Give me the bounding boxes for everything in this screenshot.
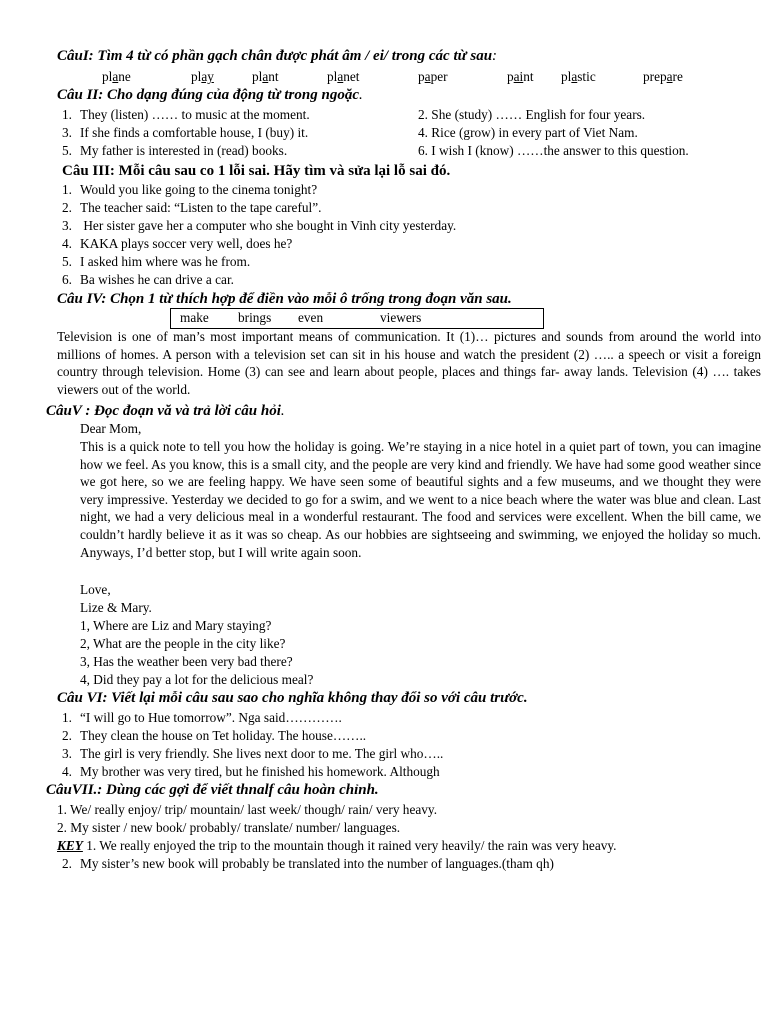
box-word: even	[298, 310, 324, 325]
section-3-title: Câu III: Mỗi câu sau co 1 lỗi sai. Hãy tìm và sửa lại lỗ sai đó.	[62, 163, 451, 179]
key-line-2: 2. My sister’s new book will probably be translated into the number of languages.(tham qh)	[62, 856, 554, 871]
section-2-title-dot: .	[359, 87, 363, 103]
list-item: 5. I asked him where was he from.	[62, 254, 251, 269]
word-item: prepare	[643, 69, 683, 84]
box-word: brings	[238, 310, 272, 325]
list-item: 6. Ba wishes he can drive a car.	[62, 272, 234, 287]
key-answer-2: My sister’s new book will probably be translated into the number of languages.(tham qh)	[80, 856, 554, 871]
key-label: KEY	[57, 838, 83, 853]
list-item: 2. My sister / new book/ probably/ translate/ number/ languages.	[57, 820, 401, 835]
section-4-title: Câu IV: Chọn 1 từ thích hợp để điền vào mỗi ô trống trong đoạn văn sau.	[57, 291, 512, 307]
letter-body: This is a quick note to tell you how the holiday is going. We’re staying in a nice hotel in a quiet part of town, you can imagine how we feel. As you know, this is a small city, and the people are very kind and friendly. We have had some good weather since we got here, so we are feeling happy. We have seen some of beautiful sights and a few museums, and we thought they were very impressive. Yesterday we decided to go for a swim, and we went to a nice beach where the water was blue and clean. Last night, we had a very delicious meal in a wonderful restaurant. The food and services were excellent. When the bill came, we couldn’t hardly believe it as it was so cheap. As our hobbies are sightseeing and swimming, we enjoyed the holiday so much. Anyways, I’d better stop, but I will write again soon.	[80, 439, 761, 560]
word-item: plane	[102, 69, 131, 84]
passage: Television is one of man’s most important means of communication. It (1)… pictures and sounds from around the world into millions of homes. A person with a television set can sit in his house and watch the president (2) ….. a speech or visit a foreign country through television. Home (3) can see and learn about people, places and things far- away lands. Television (4) …. takes viewers out of the world.	[57, 329, 761, 397]
word-item: planet	[327, 69, 360, 84]
word-item: paint	[507, 69, 534, 84]
section-1-title-colon: :	[492, 48, 498, 64]
box-word: make	[180, 310, 209, 325]
section-1-title	[57, 48, 497, 64]
key-answer-1: 1. We really enjoyed the trip to the mountain though it rained very heavily/ the rain was very heavy.	[82, 838, 617, 853]
list-item: 3. Her sister gave her a computer who she bought in Vinh city yesterday.	[62, 218, 457, 233]
section-1-title-text: CâuI: Tìm 4 từ có phần gạch chân được phát âm / ei/ trong các từ sau	[57, 48, 493, 64]
section-5-title-text: CâuV : Đọc đoạn vă và trả lời câu hỏi	[46, 403, 281, 419]
letter-signature: Lize & Mary.	[80, 600, 152, 615]
section-5-title-dot: .	[280, 403, 285, 419]
question-item: 4, Did they pay a lot for the delicious meal?	[80, 672, 314, 687]
word-item: plant	[252, 69, 279, 84]
list-item: 3. If she finds a comfortable house, I (buy) it.	[62, 125, 309, 140]
word-item: play	[191, 69, 214, 84]
key-line-1	[57, 838, 616, 854]
question-item: 1, Where are Liz and Mary staying?	[80, 618, 272, 633]
list-item: 1. “I will go to Hue tomorrow”. Nga said………….	[62, 710, 342, 725]
letter-greeting: Dear Mom,	[80, 421, 142, 436]
question-item: 2, What are the people in the city like?	[80, 636, 286, 651]
list-item: 4. Rice (grow) in every part of Viet Nam.	[418, 125, 638, 140]
list-item: 1. We/ really enjoy/ trip/ mountain/ last week/ though/ rain/ very heavy.	[57, 802, 438, 817]
list-item: 3. The girl is very friendly. She lives next door to me. The girl who…..	[62, 746, 444, 761]
list-item: 5. My father is interested in (read) books.	[62, 143, 288, 158]
section-2-title	[57, 87, 363, 103]
list-item: 2. They clean the house on Tet holiday. The house……..	[62, 728, 367, 743]
box-word: viewers	[380, 310, 422, 325]
list-item: 2. She (study) …… English for four years.	[418, 107, 646, 122]
word-item: paper	[418, 69, 448, 84]
letter-closing: Love,	[80, 582, 111, 597]
list-item: 1. They (listen) …… to music at the moment.	[62, 107, 310, 122]
list-item: 6. I wish I (know) ……the answer to this question.	[418, 143, 689, 158]
section-2-title-text: Câu II: Cho dạng đúng của động từ trong ngoặc	[57, 87, 359, 103]
section-6-title: Câu VI: Viết lại mỗi câu sau sao cho nghĩa không thay đổi so với câu trước.	[57, 690, 528, 706]
section-5-title	[46, 403, 285, 419]
word-box	[170, 308, 544, 329]
list-item: 1. Would you like going to the cinema tonight?	[62, 182, 318, 197]
word-item: plastic	[561, 69, 596, 84]
list-item: 4. My brother was very tired, but he finished his homework. Although	[62, 764, 440, 779]
list-item: 4. KAKA plays soccer very well, does he?	[62, 236, 293, 251]
section-7-title: CâuVII.: Dùng các gợi để viết thnalf câu hoàn chỉnh.	[46, 782, 379, 798]
question-item: 3, Has the weather been very bad there?	[80, 654, 293, 669]
list-item: 2. The teacher said: “Listen to the tape careful”.	[62, 200, 322, 215]
